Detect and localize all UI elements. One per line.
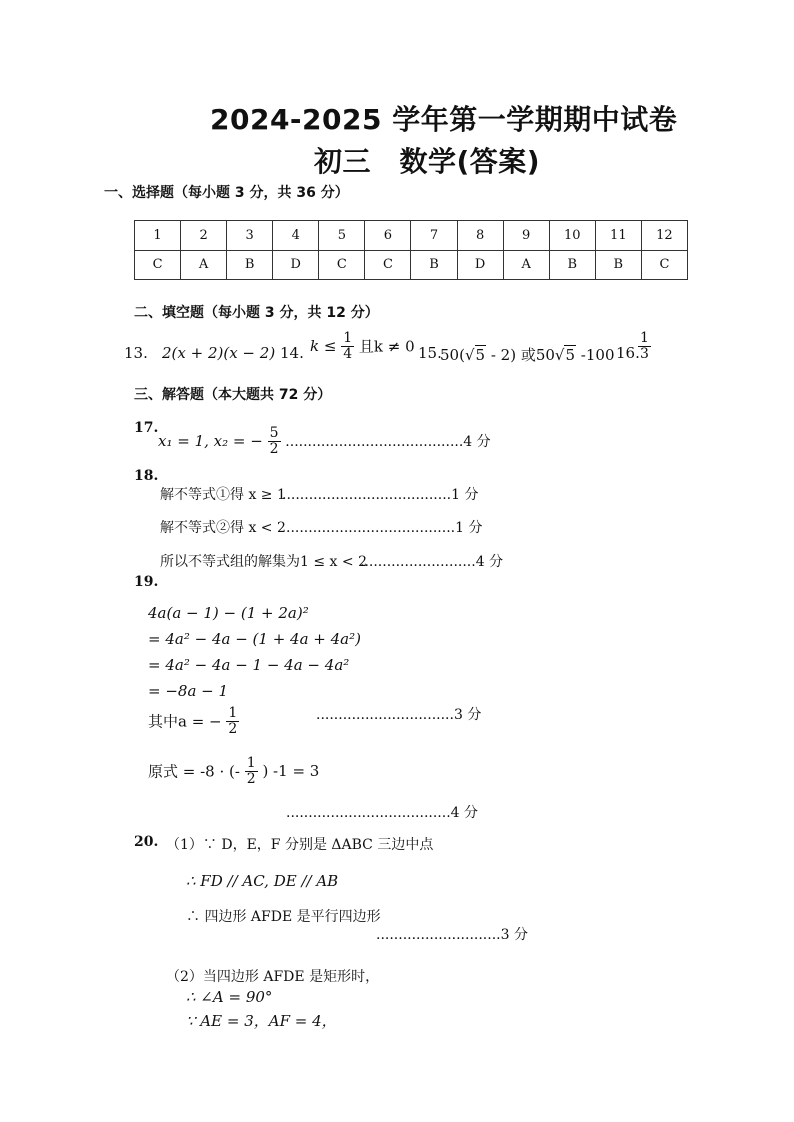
table-cell: B (227, 250, 273, 280)
q17-answer (158, 426, 491, 456)
table-cell: 6 (365, 221, 411, 251)
q16-fraction (638, 331, 651, 361)
table-cell: A (181, 250, 227, 280)
table-cell: 4 (273, 221, 319, 251)
q19-score-1: ...............................3 分 (316, 707, 482, 723)
q17-denominator: 2 (269, 440, 279, 457)
q19-line-3: = 4a² − 4a − 1 − 4a − 4a² (148, 656, 350, 674)
q18-line-2: 解不等式②得 x < 2 (160, 520, 286, 536)
table-row-numbers (135, 221, 688, 251)
table-cell: 11 (595, 221, 641, 251)
q19-line-6-numerator: 1 (246, 755, 256, 771)
q14-answer (310, 331, 415, 361)
table-cell: 2 (181, 221, 227, 251)
q20-label: 20. (134, 834, 159, 850)
q14-numerator: 1 (343, 330, 353, 346)
q18-score-1: ......................................1 分 (282, 487, 479, 503)
table-cell: B (411, 250, 457, 280)
q15-part-b: - 2) 或50 (486, 346, 555, 364)
table-cell: B (549, 250, 595, 280)
q13-answer: 2(x + 2)(x − 2) (162, 344, 276, 362)
table-cell: 3 (227, 221, 273, 251)
q20-score-1: ............................3 分 (376, 927, 528, 943)
q14-label: 14. (280, 344, 304, 362)
q14-lhs: k ≤ (310, 337, 337, 356)
q19-line-5-numerator: 1 (228, 705, 238, 721)
title-line-1: 2024-2025 学年第一学期期中试卷 (210, 103, 678, 136)
table-cell: C (641, 250, 687, 280)
q20-part2-line1: （2）当四边形 AFDE 是矩形时， (166, 969, 380, 985)
table-cell: C (135, 250, 181, 280)
table-cell: D (457, 250, 503, 280)
table-cell: 10 (549, 221, 595, 251)
q19-line-6 (148, 756, 319, 786)
q15-answer: 50(√5 - 2) 或50√5 -100 (440, 346, 615, 364)
q16-label: 16. (616, 344, 640, 362)
table-cell: 1 (135, 221, 181, 251)
q19-line-5 (148, 706, 239, 736)
q19-line-5-text: 其中a = − (148, 712, 222, 731)
q15-radicand-2: 5 (565, 346, 576, 364)
q19-line-4: = −8a − 1 (148, 682, 229, 700)
q20-part1-line3: ∴ 四边形 AFDE 是平行四边形 (186, 909, 381, 925)
section-fill-heading: 二、填空题（每小题 3 分，共 12 分） (134, 305, 379, 321)
q15-part-a: 50( (440, 346, 465, 364)
section-choice-heading: 一、选择题（每小题 3 分，共 36 分） (104, 185, 349, 201)
q15-part-c: -100 (576, 346, 615, 364)
table-cell: A (503, 250, 549, 280)
table-cell: D (273, 250, 319, 280)
section-solve-heading: 三、解答题（本大题共 72 分） (134, 387, 332, 403)
q17-label: 17. (134, 420, 159, 436)
q19-line-6-denominator: 2 (246, 770, 256, 787)
q14-rest: 且k ≠ 0 (358, 337, 415, 356)
q19-label: 19. (134, 574, 159, 590)
q17-numerator: 5 (269, 425, 279, 441)
q18-score-3: ..........................4 分 (360, 554, 504, 570)
table-cell: C (365, 250, 411, 280)
q17-score: ........................................4 分 (285, 434, 491, 451)
q15-radicand-1: 5 (475, 346, 486, 364)
q18-line-3: 所以不等式组的解集为1 ≤ x < 2 (160, 554, 367, 570)
q18-label: 18. (134, 468, 159, 484)
q14-denominator: 4 (343, 345, 353, 362)
q19-line-6-text: 原式 = -8 · (- (148, 762, 240, 781)
q16-numerator: 1 (640, 330, 649, 346)
q20-part1-line2: ∴ FD // AC, DE // AB (186, 872, 339, 890)
table-row-answers (135, 250, 688, 280)
q20-part2-line2: ∴ ∠A = 90° (186, 988, 273, 1006)
q19-line-5-denominator: 2 (228, 720, 238, 737)
table-cell: 9 (503, 221, 549, 251)
table-cell: 5 (319, 221, 365, 251)
table-cell: B (595, 250, 641, 280)
q19-score-2: .....................................4 分 (286, 805, 479, 821)
q19-line-6-end: ) -1 = 3 (262, 762, 320, 781)
q19-line-2: = 4a² − 4a − (1 + 4a + 4a²) (148, 630, 361, 648)
q18-line-1: 解不等式①得 x ≥ 1 (160, 487, 286, 503)
choice-answer-table (134, 220, 688, 280)
title-line-2: 初三 数学(答案) (314, 145, 541, 178)
q13-label: 13. (124, 344, 148, 362)
q20-part2-line3: ∵ AE = 3，AF = 4， (186, 1012, 337, 1030)
q17-equation: x₁ = 1, x₂ = − (158, 432, 263, 451)
q20-part1-line1: （1）∵ D，E，F 分别是 ΔABC 三边中点 (166, 837, 434, 853)
table-cell: C (319, 250, 365, 280)
q14-fraction (341, 331, 354, 361)
table-cell: 8 (457, 221, 503, 251)
q19-line-1: 4a(a − 1) − (1 + 2a)² (148, 604, 309, 622)
table-cell: 12 (641, 221, 687, 251)
q18-score-2: ......................................1 分 (286, 520, 483, 536)
table-cell: 7 (411, 221, 457, 251)
q16-denominator: 3 (640, 345, 649, 362)
q15-label: 15. (418, 344, 442, 362)
